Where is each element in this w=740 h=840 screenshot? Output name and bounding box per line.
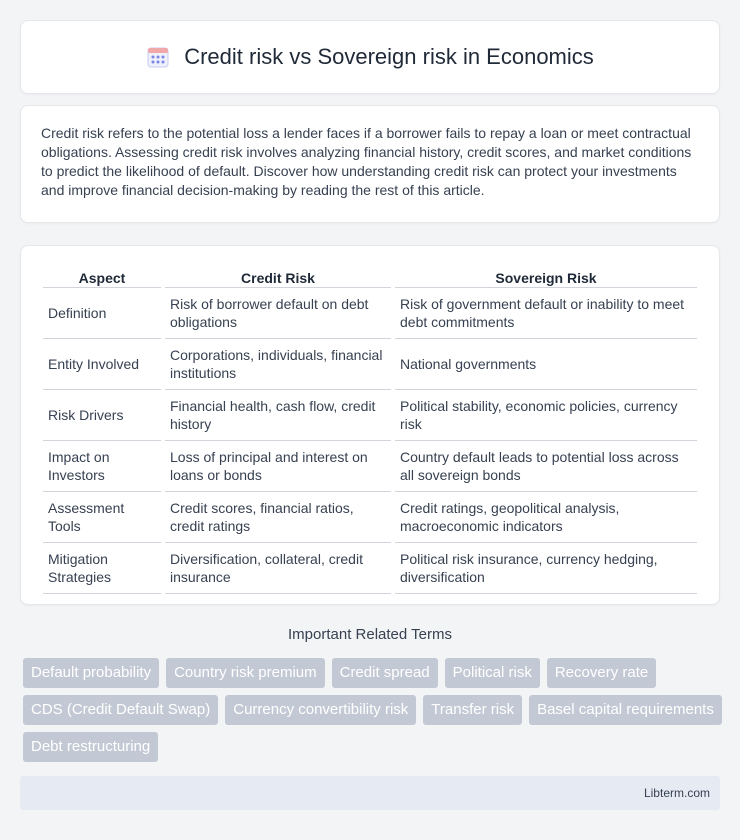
table-row	[43, 339, 697, 390]
tag-recovery-rate[interactable]: Recovery rate	[547, 658, 656, 688]
intro-text: Credit risk refers to the potential loss a lender faces if a borrower fails to repay a loan or meet contractual obligations. Assessing credit risk involves analyzing financial history, credit scores, and market conditions to predict the likelihood of default. Discover how understanding credit risk can protect your investments and improve financial decision-making by reading the rest of this article.	[41, 125, 692, 198]
credit-risk-cell: Diversification, collateral, credit insurance	[165, 543, 391, 594]
page-title: Credit risk vs Sovereign risk in Economics	[184, 44, 594, 69]
aspect-cell: Definition	[43, 288, 161, 339]
tag-transfer-risk[interactable]: Transfer risk	[423, 695, 522, 725]
credit-risk-cell: Corporations, individuals, financial institutions	[165, 339, 391, 390]
table-row	[43, 288, 697, 339]
tag-basel-capital-requirements[interactable]: Basel capital requirements	[529, 695, 722, 725]
credit-risk-cell: Loss of principal and interest on loans or bonds	[165, 441, 391, 492]
sovereign-risk-cell: Country default leads to potential loss across all sovereign bonds	[395, 441, 697, 492]
comparison-table	[39, 266, 701, 594]
header-aspect: Aspect	[43, 266, 161, 288]
aspect-cell: Risk Drivers	[43, 390, 161, 441]
sovereign-risk-cell: National governments	[395, 339, 697, 390]
tag-country-risk-premium[interactable]: Country risk premium	[166, 658, 325, 688]
table-header-row	[43, 266, 697, 288]
calendar-grid-icon	[146, 45, 170, 69]
sovereign-risk-cell: Political stability, economic policies, currency risk	[395, 390, 697, 441]
sovereign-risk-cell: Risk of government default or inability to meet debt commitments	[395, 288, 697, 339]
credit-risk-cell: Risk of borrower default on debt obligations	[165, 288, 391, 339]
aspect-cell: Assessment Tools	[43, 492, 161, 543]
tag-currency-convertibility-risk[interactable]: Currency convertibility risk	[225, 695, 416, 725]
tag-debt-restructuring[interactable]: Debt restructuring	[23, 732, 158, 762]
footer	[20, 776, 720, 810]
comparison-table-card	[20, 245, 720, 605]
table-row	[43, 492, 697, 543]
intro-card	[20, 105, 720, 223]
aspect-cell: Entity Involved	[43, 339, 161, 390]
credit-risk-cell: Credit scores, financial ratios, credit ratings	[165, 492, 391, 543]
table-row	[43, 543, 697, 594]
tag-political-risk[interactable]: Political risk	[445, 658, 540, 688]
sovereign-risk-cell: Political risk insurance, currency hedging, diversification	[395, 543, 697, 594]
credit-risk-cell: Financial health, cash flow, credit history	[165, 390, 391, 441]
footer-site-link[interactable]: Libterm.com	[643, 786, 710, 800]
tag-credit-spread[interactable]: Credit spread	[332, 658, 438, 688]
header-sovereign-risk: Sovereign Risk	[395, 266, 697, 288]
sovereign-risk-cell: Credit ratings, geopolitical analysis, macroeconomic indicators	[395, 492, 697, 543]
tag-default-probability[interactable]: Default probability	[23, 658, 159, 688]
header-credit-risk: Credit Risk	[165, 266, 391, 288]
aspect-cell: Mitigation Strategies	[43, 543, 161, 594]
related-terms-list	[23, 658, 723, 762]
table-row	[43, 441, 697, 492]
tag-cds[interactable]: CDS (Credit Default Swap)	[23, 695, 218, 725]
header-card	[20, 20, 720, 94]
aspect-cell: Impact on Investors	[43, 441, 161, 492]
related-terms-title: Important Related Terms	[288, 626, 452, 643]
table-row	[43, 390, 697, 441]
